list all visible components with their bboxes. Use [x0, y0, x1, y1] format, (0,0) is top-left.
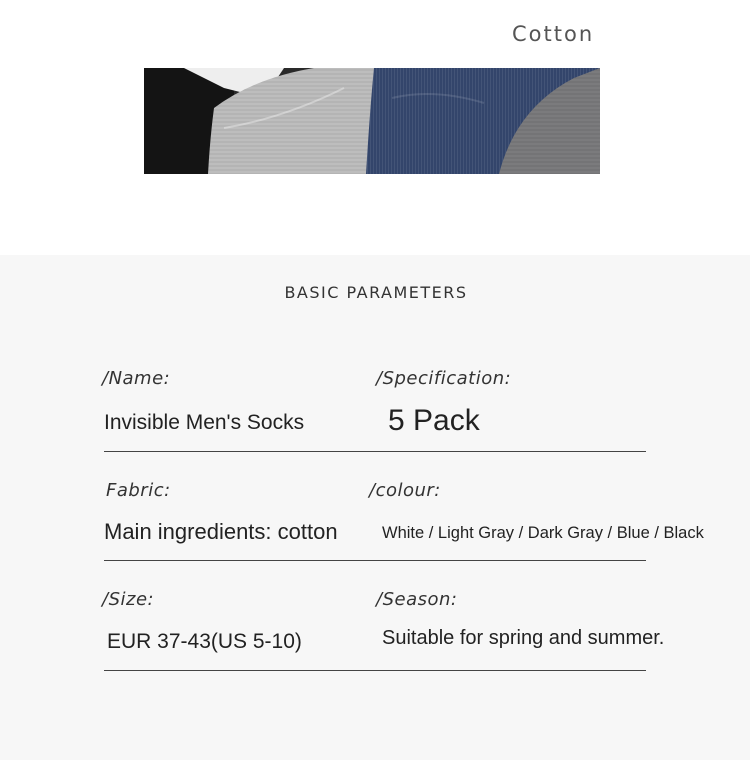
size-value: EUR 37-43(US 5-10) — [107, 630, 302, 653]
name-value: Invisible Men's Socks — [104, 411, 305, 434]
season-value: Suitable for spring and summer. — [382, 627, 665, 649]
divider-row-1 — [104, 451, 646, 452]
name-label: /Name: — [102, 368, 171, 389]
fabric-value: Main ingredients: cotton — [104, 519, 338, 544]
fabric-label: Fabric: — [106, 480, 171, 501]
section-title: BASIC PARAMETERS — [284, 283, 468, 302]
top-section — [0, 0, 750, 255]
specification-label: /Specification: — [376, 368, 512, 389]
material-label: Cotton — [512, 22, 595, 46]
season-label: /Season: — [376, 589, 458, 610]
size-label: /Size: — [102, 589, 155, 610]
colour-value: White / Light Gray / Dark Gray / Blue / Black — [382, 524, 704, 542]
sock-fabric-photo — [144, 68, 600, 174]
parameters-section — [0, 255, 750, 760]
specification-value: 5 Pack — [388, 404, 480, 437]
divider-row-3 — [104, 670, 646, 671]
colour-label: /colour: — [369, 480, 441, 501]
divider-row-2 — [104, 560, 646, 561]
